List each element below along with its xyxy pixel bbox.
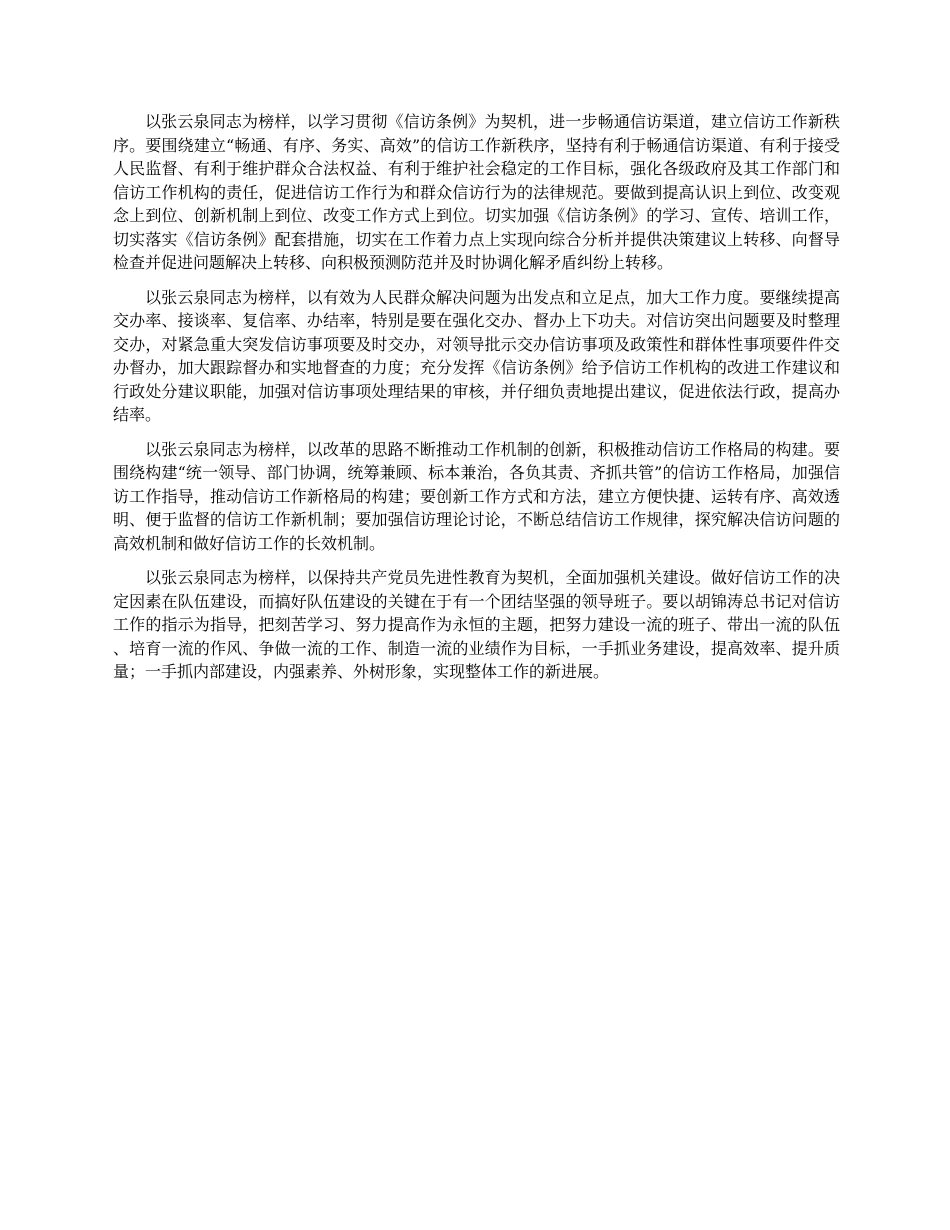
paragraph-2: 以张云泉同志为榜样，以有效为人民群众解决问题为出发点和立足点，加大工作力度。要继续提高交办率、接谈率、复信率、办结率，特别是要在强化交办、督办上下功夫。对信访突出问题要及时整理交办，对紧急重大突发信访事项要及时交办，对领导批示交办信访事项及政策性和群体性事项要件件交办督办，加大跟踪督办和实地督查的力度；充分发挥《信访条例》给予信访工作机构的改进工作建议和行政处分建议职能，加强对信访事项处理结果的审核，并仔细负责地提出建议，促进依法行政，提高办结率。	[113, 287, 840, 424]
paragraph-1: 以张云泉同志为榜样，以学习贯彻《信访条例》为契机，进一步畅通信访渠道，建立信访工作新秩序。要围绕建立“畅通、有序、务实、高效”的信访工作新秩序，坚持有利于畅通信访渠道、有利于接受人民监督、有利于维护群众合法权益、有利于维护社会稳定的工作目标，强化各级政府及其工作部门和信访工作机构的责任，促进信访工作行为和群众信访行为的法律规范。要做到提高认识上到位、改变观念上到位、创新机制上到位、改变工作方式上到位。切实加强《信访条例》的学习、宣传、培训工作，切实落实《信访条例》配套措施，切实在工作着力点上实现向综合分析并提供决策建议上转移、向督导检查并促进问题解决上转移、向积极预测防范并及时协调化解矛盾纠纷上转移。	[113, 112, 840, 272]
paragraph-3: 以张云泉同志为榜样，以改革的思路不断推动工作机制的创新，积极推动信访工作格局的构建。要围绕构建“统一领导、部门协调，统筹兼顾、标本兼治，各负其责、齐抓共管”的信访工作格局，加强信访工作指导，推动信访工作新格局的构建；要创新工作方式和方法，建立方便快捷、运转有序、高效透明、便于监督的信访工作新机制；要加强信访理论讨论，不断总结信访工作规律，探究解决信访问题的高效机制和做好信访工作的长效机制。	[113, 439, 840, 553]
paragraph-4: 以张云泉同志为榜样，以保持共产党员先进性教育为契机，全面加强机关建设。做好信访工作的决定因素在队伍建设，而搞好队伍建设的关键在于有一个团结坚强的领导班子。要以胡锦涛总书记对信访工作的指示为指导，把刻苦学习、努力提高作为永恒的主题，把努力建设一流的班子、带出一流的队伍、培育一流的作风、争做一流的工作、制造一流的业绩作为目标，一手抓业务建设，提高效率、提升质量；一手抓内部建设，内强素养、外树形象，实现整体工作的新进展。	[113, 568, 840, 681]
document-body	[113, 110, 840, 695]
